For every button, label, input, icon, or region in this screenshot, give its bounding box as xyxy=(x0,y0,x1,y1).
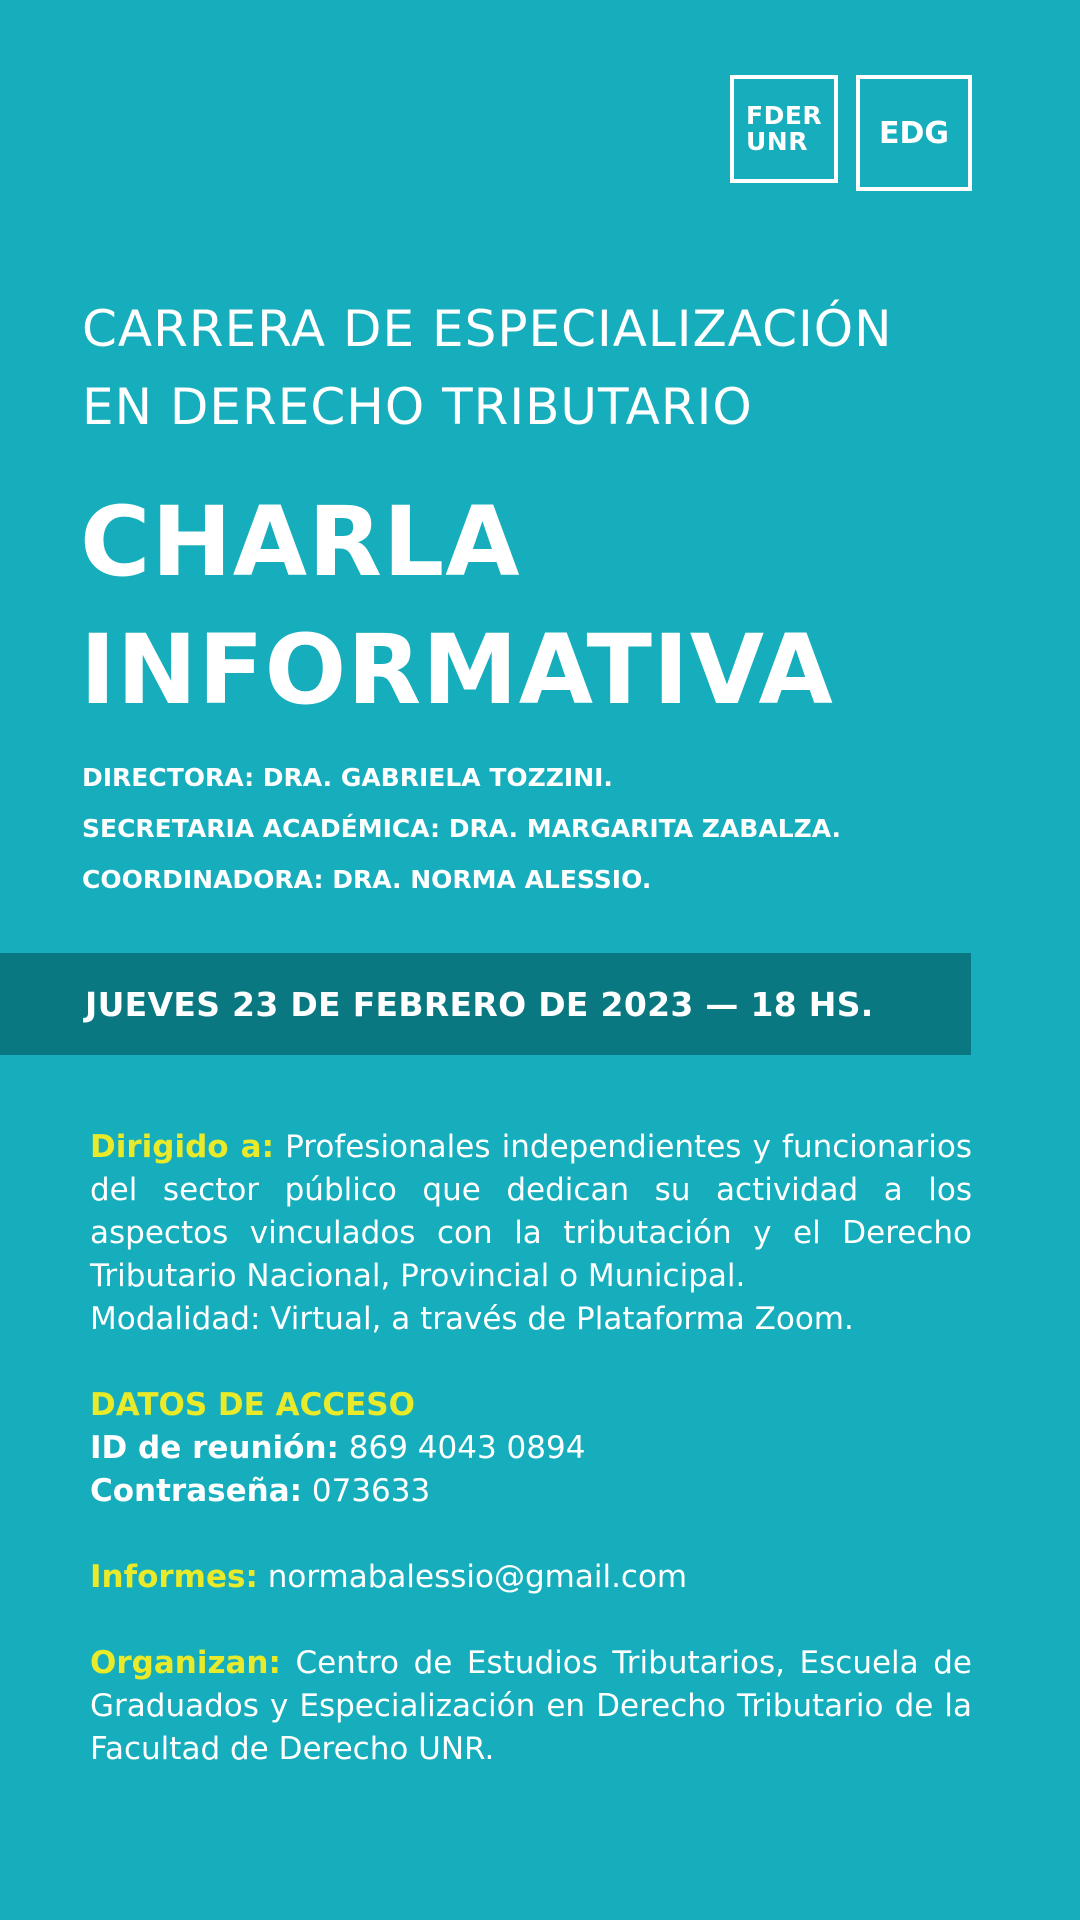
edg-logo xyxy=(856,75,972,191)
event-details xyxy=(90,1126,972,1771)
fder-unr-logo xyxy=(730,75,838,183)
password-label: Contraseña: xyxy=(90,1473,303,1509)
password-value: 073633 xyxy=(311,1473,431,1509)
program-subtitle xyxy=(82,290,982,446)
edg-logo-text: EDG xyxy=(878,115,950,151)
fder-logo-line1: FDER xyxy=(746,101,823,130)
organizan-paragraph xyxy=(90,1642,972,1771)
secretaria-line: SECRETARIA ACADÉMICA: DRA. MARGARITA ZABALZA. xyxy=(82,814,842,843)
meeting-id-line xyxy=(90,1427,972,1470)
informes-line xyxy=(90,1556,972,1599)
event-date-band xyxy=(0,953,971,1055)
directora-line: DIRECTORA: DRA. GABRIELA TOZZINI. xyxy=(82,763,613,792)
acceso-heading: DATOS DE ACCESO xyxy=(90,1387,415,1423)
informes-email[interactable]: normabalessio@gmail.com xyxy=(267,1559,688,1595)
meeting-id-label: ID de reunión: xyxy=(90,1430,339,1466)
subtitle-line1: CARRERA DE ESPECIALIZACIÓN xyxy=(82,300,893,358)
page-title xyxy=(80,478,1000,734)
informes-label: Informes: xyxy=(90,1559,258,1595)
fder-logo-line2: UNR xyxy=(746,127,808,156)
logo-group xyxy=(730,75,972,191)
authorities-list xyxy=(82,752,982,905)
dirigido-paragraph xyxy=(90,1126,972,1298)
meeting-id-value: 869 4043 0894 xyxy=(348,1430,586,1466)
coordinadora-line: COORDINADORA: DRA. NORMA ALESSIO. xyxy=(82,865,652,894)
event-date: JUEVES 23 DE FEBRERO DE 2023 — 18 HS. xyxy=(85,984,874,1024)
title-line1: CHARLA xyxy=(80,486,521,598)
password-line xyxy=(90,1470,972,1513)
organizan-text: Centro de Estudios Tributarios, Escuela de Graduados y Especialización en Derecho Tributario de la Facultad de Derecho UNR. xyxy=(90,1645,972,1767)
title-line2: INFORMATIVA xyxy=(80,614,834,726)
dirigido-text: Profesionales independientes y funcionarios del sector público que dedican su actividad a los aspectos vinculados con la tributación y el Derecho Tributario Nacional, Provincial o Municipal. xyxy=(90,1129,973,1294)
dirigido-label: Dirigido a: xyxy=(90,1129,274,1165)
organizan-label: Organizan: xyxy=(90,1645,281,1681)
subtitle-line2: EN DERECHO TRIBUTARIO xyxy=(82,378,753,436)
modalidad-line: Modalidad: Virtual, a través de Plataforma Zoom. xyxy=(90,1301,854,1337)
